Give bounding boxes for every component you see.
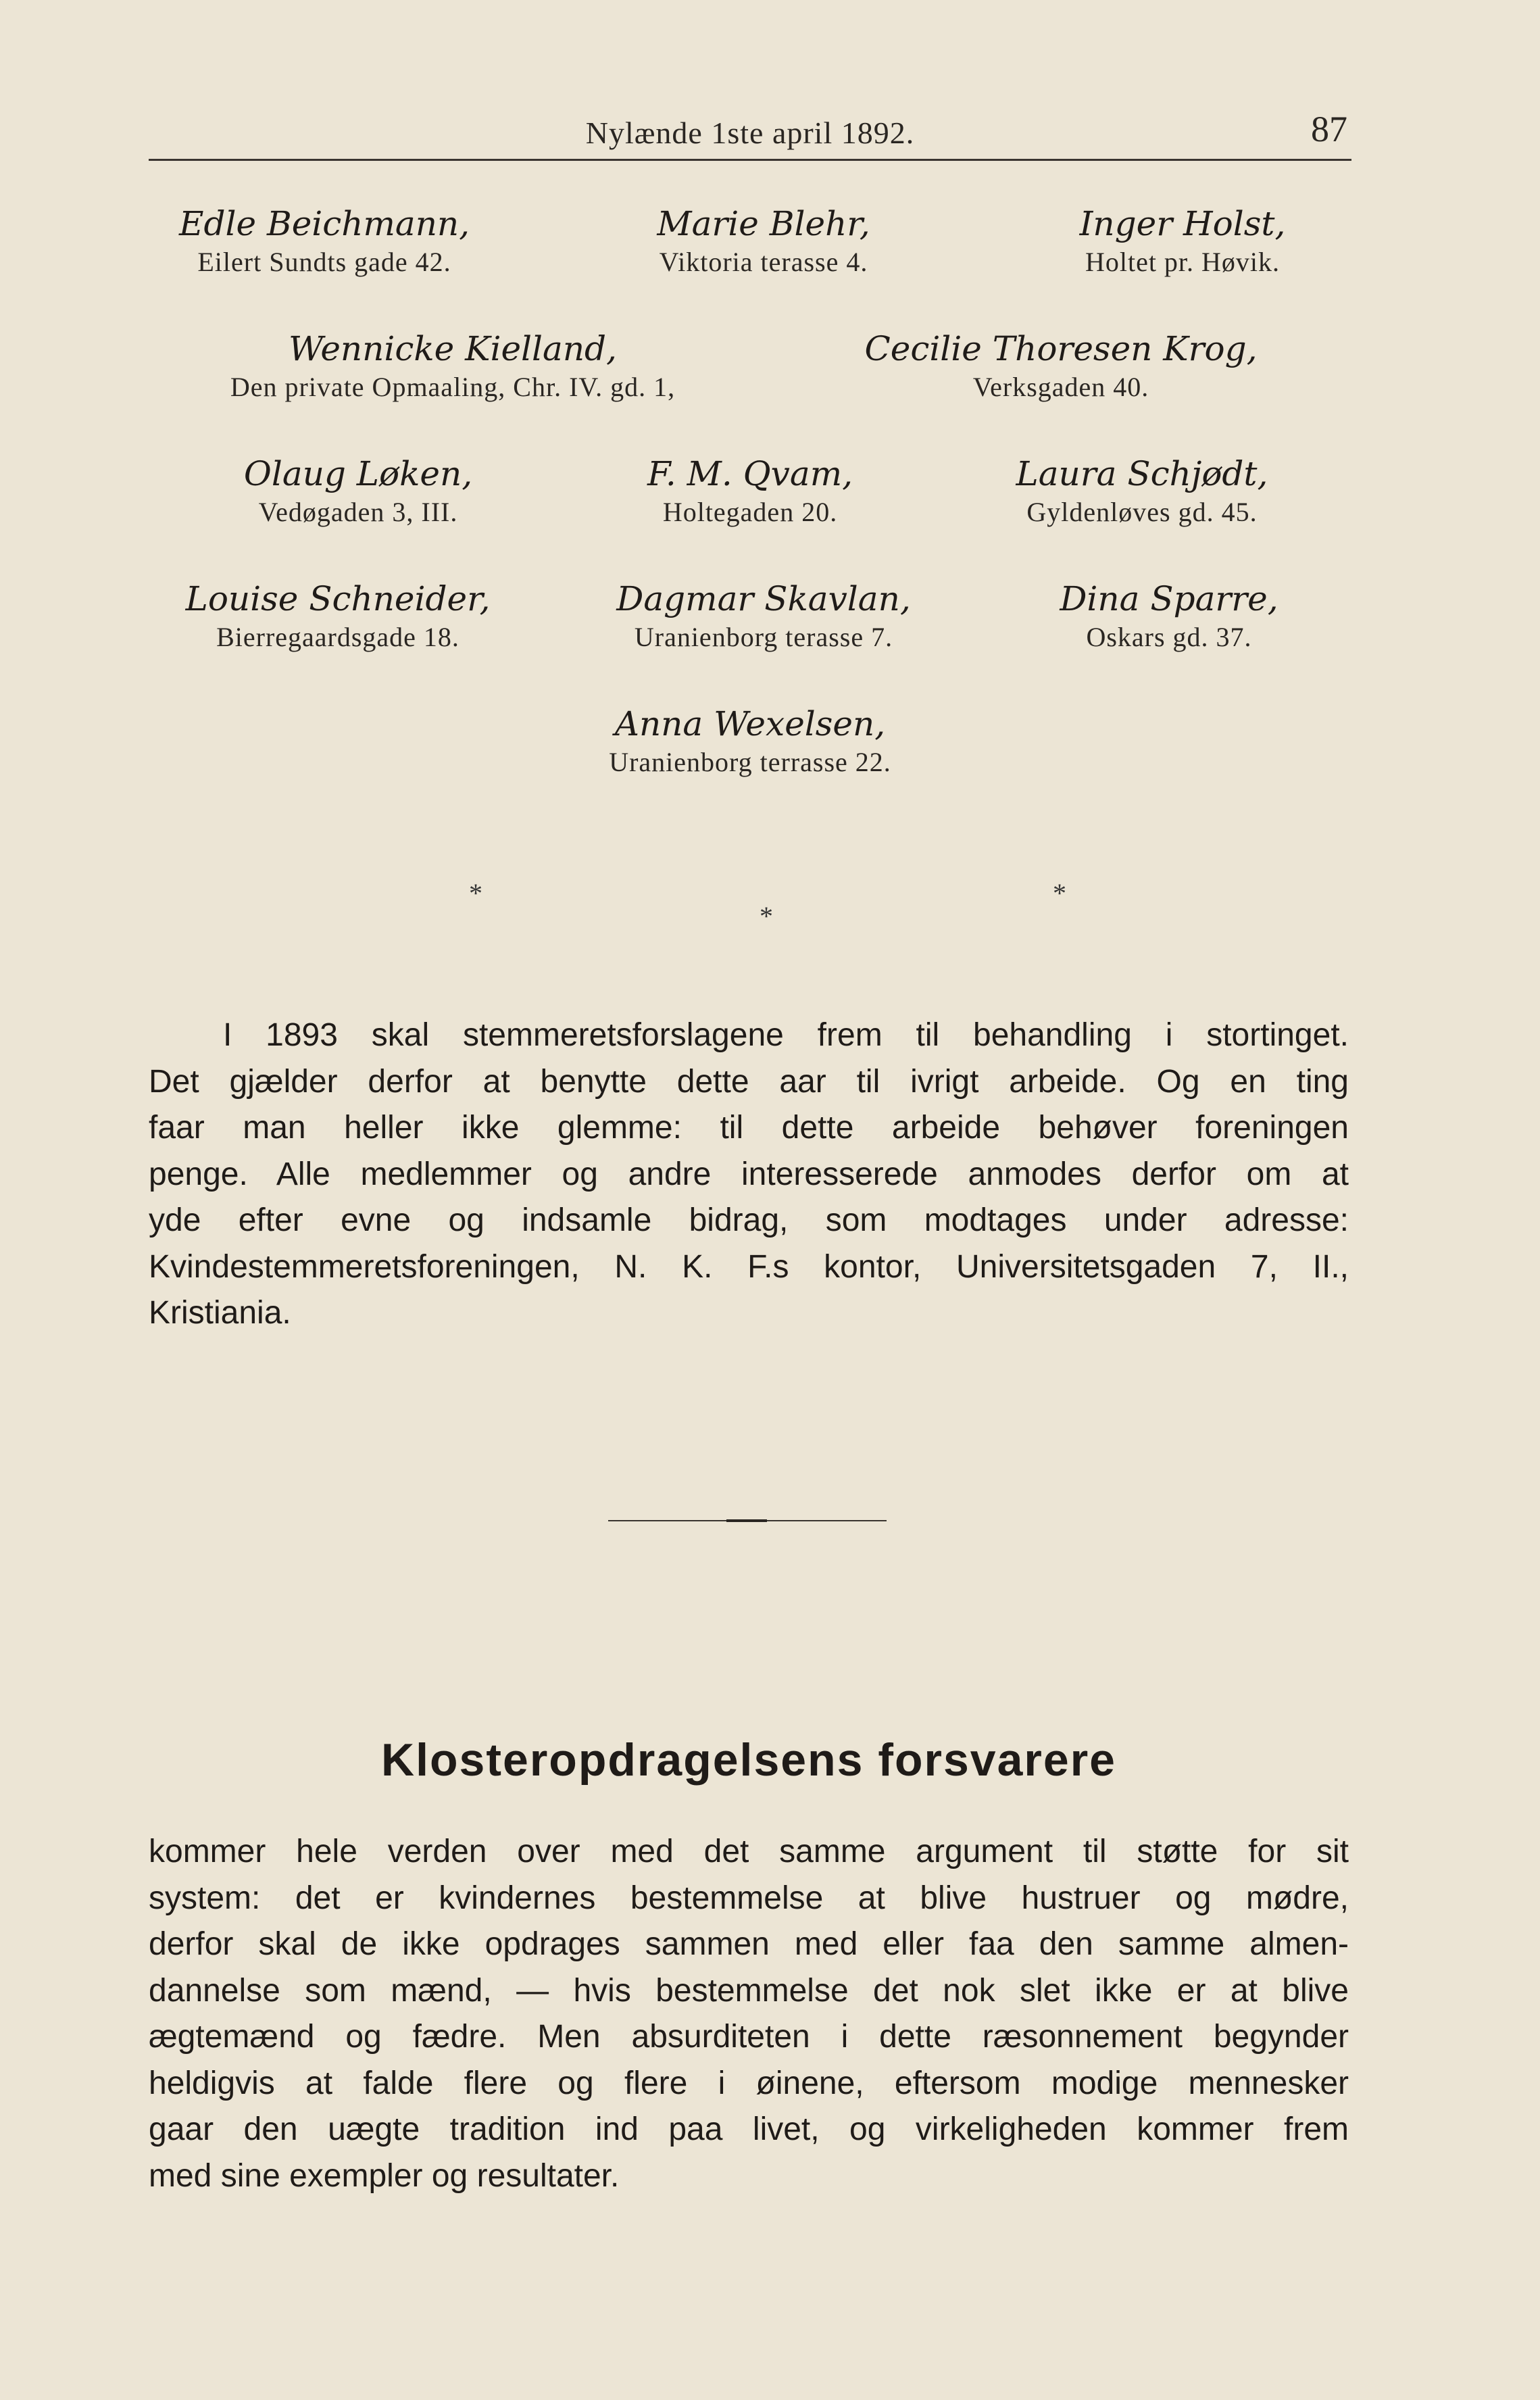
asterisk-separator: * [760,901,773,931]
signature-block [169,578,507,655]
text-line: ægtemænd og fædre. Men absurditeten i dette ræsonnement begynder [149,2019,1349,2055]
signature-name: Louise Schneider, [185,579,491,618]
text-line: I 1893 skal stemmeretsforslagene frem til behandling i stortinget. [223,1017,1349,1053]
signature-name: Inger Holst, [1079,204,1286,243]
page-number: 87 [1311,109,1347,149]
signature-address: Uranienborg terrasse 22. [609,747,891,777]
signature-name: Edle Beichmann, [178,204,470,243]
signature-block [1000,578,1338,655]
signature-name: Anna Wexelsen, [614,704,886,743]
signature-name: Laura Schjødt, [1016,454,1268,493]
text-line: heldigvis at falde flere og flere i øinene, eftersom modige mennesker [149,2065,1349,2101]
signature-block [845,328,1277,405]
signature-block [155,203,493,280]
signature-name: Olaug Løken, [243,454,473,493]
article-heading: Klosteropdragelsens forsvarere [381,1734,1116,1786]
notice-paragraph [149,1012,1349,1337]
signature-name: F. M. Qvam, [647,454,853,493]
signature-block [595,203,933,280]
signature-address: Uranienborg terasse 7. [634,622,893,652]
article-paragraph [149,1829,1349,2199]
text-line: faar man heller ikke glemme: til dette arbeide behøver foreningen [149,1110,1349,1146]
signature-address: Eilert Sundts gade 42. [197,247,451,277]
header-rule [149,159,1351,161]
running-title: Nylænde 1ste april 1892. [585,116,915,150]
signature-name: Wennicke Kielland, [289,329,617,368]
signature-block [1014,203,1351,280]
signature-address: Bierregaardsgade 18. [216,622,459,652]
section-divider [608,1519,887,1522]
signature-block [595,578,933,655]
signature-name: Dagmar Skavlan, [616,579,911,618]
signature-block [581,453,919,530]
text-line: Kristiania. [149,1295,291,1331]
signature-address: Holtegaden 20. [662,497,838,527]
text-line: penge. Alle medlemmer og andre interesserede anmodes derfor om at [149,1156,1349,1192]
page-header [149,108,1351,162]
signature-address: Holtet pr. Høvik. [1085,247,1281,277]
signature-address: Oskars gd. 37. [1086,622,1252,652]
text-line: med sine exempler og resultater. [149,2157,620,2194]
text-line: gaar den uægte tradition ind paa livet, og virkeligheden kommer frem [149,2111,1349,2147]
text-line: system: det er kvindernes bestemmelse at blive hustruer og mødre, [149,1880,1349,1916]
text-line: Kvindestemmeretsforeningen, N. K. F.s kontor, Universitetsgaden 7, II., [149,1248,1349,1285]
text-line: Det gjælder derfor at benytte dette aar til ivrigt arbeide. Og en ting [149,1063,1349,1100]
signature-block [203,453,514,530]
text-line: kommer hele verden over med det samme argument til støtte for sit [149,1834,1349,1869]
signature-address: Verksgaden 40. [972,372,1149,402]
text-line: yde efter evne og indsamle bidrag, som modtages under adresse: [149,1202,1349,1238]
asterisk-separator: * [1053,878,1066,908]
signature-address: Den private Opmaaling, Chr. IV. gd. 1, [230,372,676,402]
asterisk-separator: * [469,878,482,908]
signature-address: Viktoria terasse 4. [659,247,868,277]
text-line: dannelse som mænd, — hvis bestemmelse det nok slet ikke er at blive [149,1972,1349,2009]
signature-block [155,328,750,405]
signature-name: Cecilie Thoresen Krog, [864,329,1258,368]
signature-name: Dina Sparre, [1060,579,1278,618]
text-line: derfor skal de ikke opdrages sammen med eller faa den samme almen- [149,1926,1349,1962]
signature-address: Vedøgaden 3, III. [258,497,458,527]
signature-block [973,453,1311,530]
divider-thick-line [726,1519,767,1522]
signature-block [568,703,933,780]
signature-name: Marie Blehr, [657,204,870,243]
signature-address: Gyldenløves gd. 45. [1026,497,1258,527]
